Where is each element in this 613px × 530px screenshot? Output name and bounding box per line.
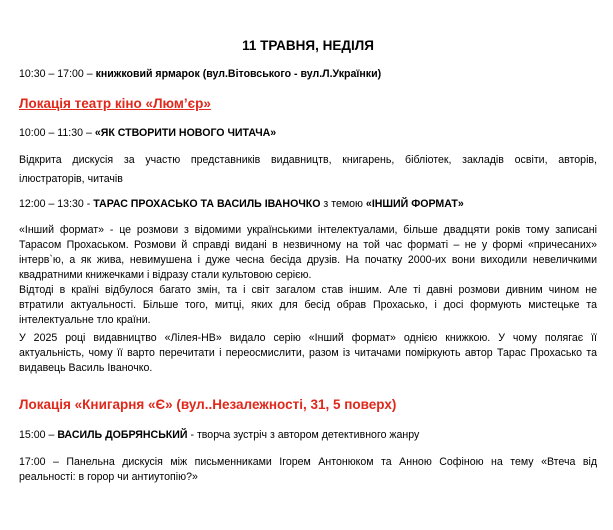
event-dobrianskyi-title: ВАСИЛЬ ДОБРЯНСЬКИЙ — [57, 429, 188, 441]
description-line: ілюстраторів, читачів — [19, 173, 123, 185]
paragraph-line: Тарасом Прохаськом. Розмови й справді видані в незвичному на той час форматі – не у формі «причесаних» — [19, 239, 597, 251]
location-bookstore-heading: Локація «Книгарня «Є» (вул..Незалежності, 31, 5 поверх) — [19, 397, 397, 412]
paragraph-line: 17:00 – Панельна дискусія між письменниками Ігорем Антонюком та Анною Софіною на тему «Втеча від — [19, 456, 597, 468]
paragraph-line: квадратними книжечками і відразу стали культовою серією. — [19, 269, 312, 281]
paragraph-line: втратили актуальності. Більше того, митці, яких для бесід обрав Прохасько, і досі формують мистецьке та — [19, 299, 597, 311]
fair-line — [19, 67, 597, 82]
event-new-reader-title: «ЯК СТВОРИТИ НОВОГО ЧИТАЧА» — [94, 127, 277, 139]
paragraph-line: видавець Василь Іваночко. — [19, 362, 153, 374]
event-dobrianskyi-line — [19, 428, 597, 443]
event-other-format-topic: «ІНШИЙ ФОРМАТ» — [365, 198, 464, 210]
event-new-reader-time: 10:00 – 11:30 – — [19, 127, 92, 139]
event-other-format-topic-prefix: з темою — [323, 198, 363, 210]
event-other-format-line — [19, 197, 597, 212]
paragraph-line: У 2025 році видавництво «Лілея-НВ» видало серію «Інший формат» однією книжкою. У чому полягає її — [19, 332, 597, 344]
day-heading: 11 ТРАВНЯ, НЕДІЛЯ — [242, 38, 374, 53]
event-other-format-title: ТАРАС ПРОХАСЬКО ТА ВАСИЛЬ ІВАНОЧКО — [93, 198, 321, 210]
event-new-reader-line — [19, 126, 597, 141]
event-new-reader-description — [19, 153, 597, 187]
location-lumiere-heading: Локація театр кіно «Люм’єр» — [19, 96, 211, 111]
paragraph-line: інтерв`ю, а як жива, невимушена і дуже чесна бесіда друзів. На початку 2000-их вони виходили невеличкими — [19, 254, 597, 266]
event-other-format-description — [19, 223, 597, 376]
paragraph-line: реальності: в горор чи антиутопію?» — [19, 471, 198, 483]
description-line: Відкрита дискусія за участю представників видавництв, книгарень, бібліотек, закладів освіти, авторів, — [19, 154, 597, 166]
paragraph-line: інтелектуальне тло країни. — [19, 314, 151, 326]
event-dobrianskyi-time: 15:00 – — [19, 429, 55, 441]
event-panel-discussion — [19, 455, 597, 485]
fair-title: книжковий ярмарок — [95, 68, 200, 80]
fair-place: (вул.Вітовського - вул.Л.Українки) — [202, 68, 382, 80]
event-dobrianskyi-desc: - творча зустріч з автором детективного жанру — [190, 429, 420, 441]
paragraph-line: «Інший формат» - це розмови з відомими українськими інтелектуалами, більше двадцяти років тому записані — [19, 224, 597, 236]
paragraph-line: Відтоді в країні відбулося багато змін, та і світ загалом став іншим. Але ті давні розмови дивним чином не — [19, 284, 597, 296]
event-other-format-time: 12:00 – 13:30 - — [19, 198, 91, 210]
fair-time: 10:30 – 17:00 – — [19, 68, 93, 80]
paragraph-line: актуальність, чому її варто перечитати і переосмислити, разом із читачами поміркують автор Тарас Прохасько та — [19, 347, 597, 359]
